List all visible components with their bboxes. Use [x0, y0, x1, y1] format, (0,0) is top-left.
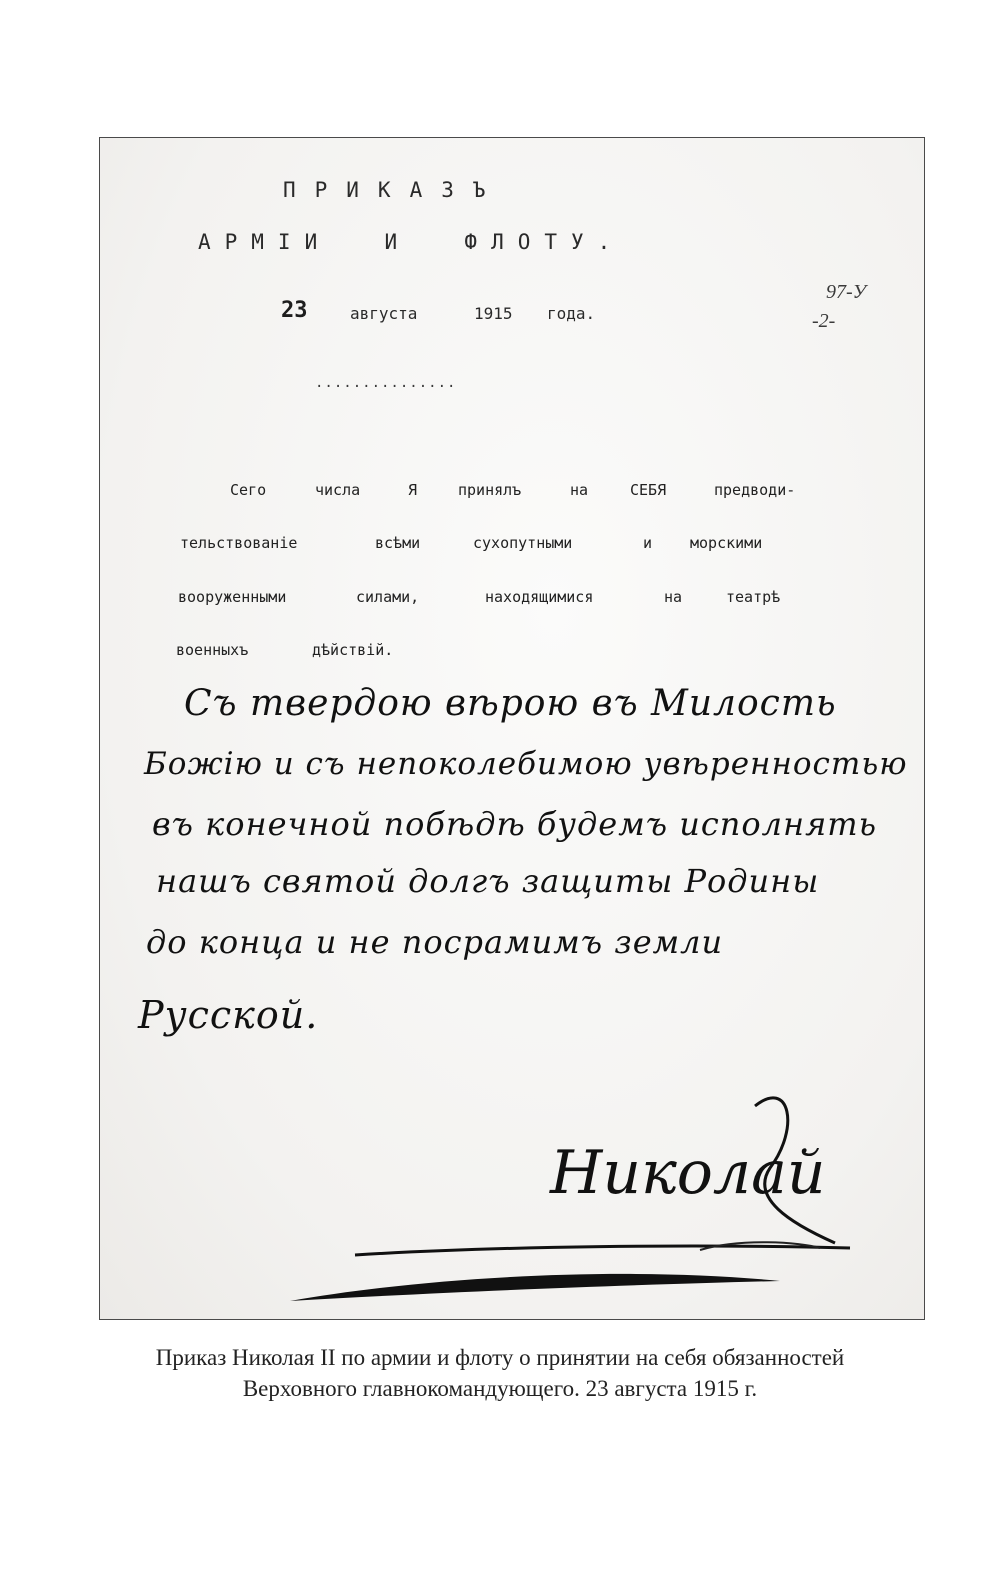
typed-word: театрѣ [726, 588, 781, 606]
dotted-separator: ............... [315, 375, 457, 391]
typed-word: находящимися [485, 588, 594, 606]
registry-mark-2: -2- [812, 310, 836, 332]
date-year: 1915 [474, 304, 513, 323]
typed-word: числа [315, 481, 361, 499]
typed-word: тельствованiе [180, 534, 298, 552]
typed-word: сухопутными [473, 534, 573, 552]
date-day: 23 [281, 298, 308, 323]
date-month: августа [350, 304, 418, 323]
typed-word: СЕБЯ [630, 481, 667, 499]
typed-word: принялъ [458, 481, 522, 499]
signature-graphic [100, 138, 925, 1320]
order-title: ПРИКАЗЪ [283, 178, 505, 202]
handwritten-line: нашъ святой долгъ защиты Родины [156, 862, 820, 900]
signature-text: Николай [550, 1138, 826, 1208]
typed-word: Я [408, 481, 418, 499]
typed-word: дѣйствiй. [312, 641, 394, 659]
order-subtitle: АРМIИ И ФЛОТУ. [198, 230, 625, 254]
registry-mark: 97-У [826, 281, 867, 303]
typed-word: предводи- [714, 481, 796, 499]
typed-word: морскими [690, 534, 763, 552]
typed-word: вооруженными [178, 588, 287, 606]
date-goda: года. [547, 304, 596, 323]
handwritten-line: Русской. [138, 993, 319, 1037]
document-photo [99, 137, 925, 1320]
caption-line-1: Приказ Николая II по армии и флоту о принятии на себя обязанностей [155, 1345, 845, 1370]
typed-word: Сего [230, 481, 267, 499]
caption-line-2: Верховного главнокомандующего. 23 августа 1915 г. [242, 1376, 758, 1401]
typed-word: всѣми [375, 534, 421, 552]
handwritten-line: въ конечной побѣдѣ будемъ исполнять [152, 805, 878, 843]
handwritten-line: до конца и не посрамимъ земли [146, 923, 724, 961]
typed-word: и [643, 534, 653, 552]
typed-word: на [664, 588, 683, 606]
handwritten-line: Божiю и съ непоколебимою увѣренностью [144, 746, 908, 782]
typed-word: военныхъ [176, 641, 249, 659]
handwritten-line: Съ твердою вѣрою въ Милость [184, 683, 837, 724]
typed-word: на [570, 481, 589, 499]
typed-word: силами, [356, 588, 420, 606]
